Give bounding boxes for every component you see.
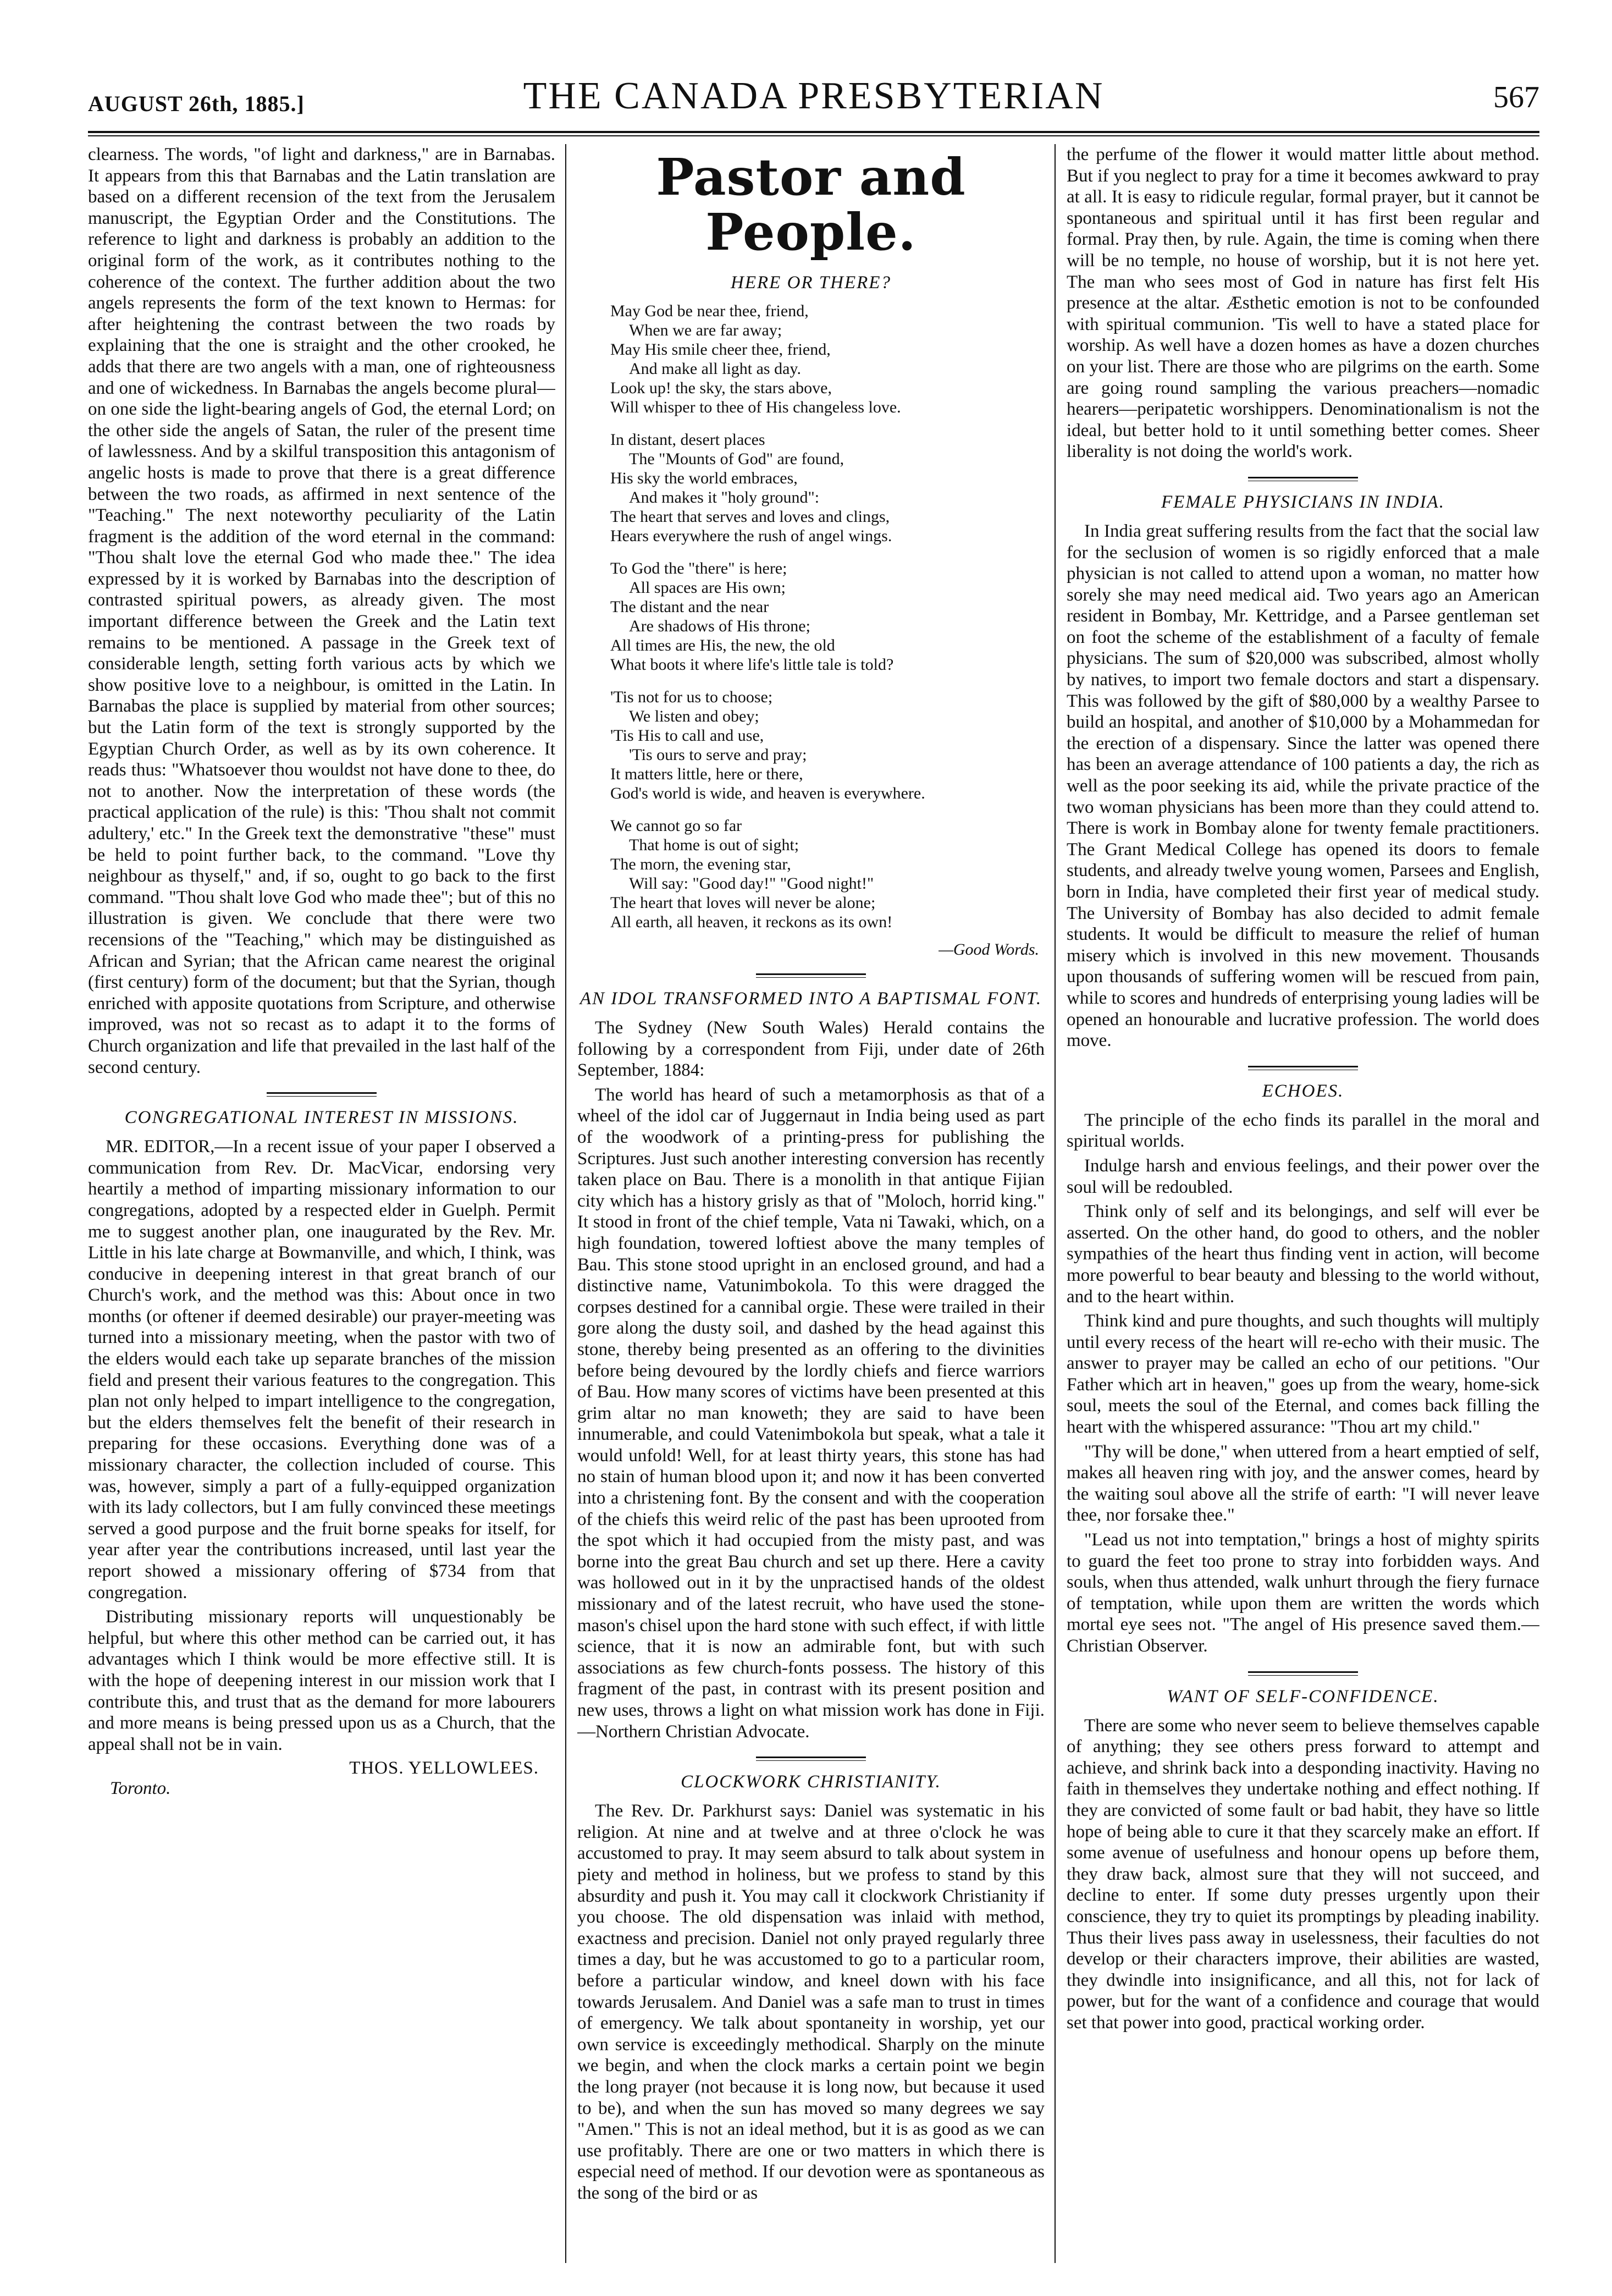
poem-line: May God be near thee, friend, — [610, 302, 809, 320]
poem-line: In distant, desert places — [610, 431, 765, 449]
poem-line: 'Tis ours to serve and pray; — [629, 746, 807, 764]
article-paragraph: The Rev. Dr. Parkhurst says: Daniel was systematic in his religion. At nine and at twelve and at three o'clock he was accustomed to pray. It may seem absurd to talk about system in piety and method in holiness, but we profess to stand by this absurdity and push it. You may call it clockwork Christianity if you choose. The old dispensation was inlaid with method, exactness and precision. Daniel not only prayed regularly three times a day, but he was accustomed to go to a particular room, before a particular window, and kneel down with his face towards Jerusalem. And Daniel was a safe man to trust in times of emergency. We talk about spontaneity in worship, yet our own service is exceedingly methodical. Sharply on the minute we begin, and when the clock marks a certain point we begin the long prayer (not because it is long now, but because it used to be), and when the sun has moved so many degrees we say "Amen." This is not an ideal method, but it is as good as we can use profitably. There are one or two matters in which there is especial need of method. If our devotion were as spontaneous as the song of the bird or as — [577, 1801, 1045, 2203]
poem-line: To God the "there" is here; — [610, 559, 787, 577]
section-separator — [756, 1757, 866, 1761]
poem-line: It matters little, here or there, — [610, 765, 803, 783]
section-heading-clockwork: CLOCKWORK CHRISTIANITY. — [681, 1772, 941, 1792]
column-1 — [88, 144, 555, 2266]
poem-stanza — [610, 816, 1045, 932]
issue-date: AUGUST 26th, 1885.] — [88, 91, 305, 116]
newspaper-title: THE CANADA PRESBYTERIAN — [523, 75, 1105, 117]
section-heading-echoes: ECHOES. — [1262, 1081, 1344, 1101]
poem-line: 'Tis His to call and use, — [610, 726, 764, 745]
letter-signature: THOS. YELLOWLEES. — [349, 1758, 539, 1779]
section-separator — [756, 973, 866, 978]
poem-line: And makes it "holy ground": — [629, 488, 820, 506]
poem-source: —Good Words. — [939, 940, 1039, 959]
poem-line: The "Mounts of God" are found, — [629, 450, 844, 468]
poem-line: We cannot go so far — [610, 817, 742, 835]
poem-line: Will whisper to thee of His changeless love. — [610, 398, 901, 416]
column-2 — [577, 144, 1045, 2266]
section-separator — [1248, 1066, 1358, 1070]
poem-line: All spaces are His own; — [629, 579, 786, 597]
section-heading-physicians: FEMALE PHYSICIANS IN INDIA. — [1161, 492, 1445, 512]
header-rule — [88, 131, 1539, 133]
poem-line: All earth, all heaven, it reckons as its own! — [610, 913, 893, 931]
poem-line: Look up! the sky, the stars above, — [610, 379, 832, 397]
poem-line: The heart that loves will never be alone; — [610, 894, 876, 912]
article-paragraph: In India great suffering results from the fact that the social law for the seclusion of women is so rigidly enforced that a male physician is not called to attend upon a woman, no matter how sorely she may need medical aid. Two years ago an American resident in Bombay, Mr. Kettridge, and a Parsee gentleman set on foot the scheme of the establishment of a faculty of female physicians. The sum of $20,000 was subscribed, almost wholly by natives, to import two female doctors and start a dispensary. This was followed by the gift of $80,000 by a wealthy Parsee to build an hospital, and another of $10,000 by a Mohammedan for the erection of a dispensary. Since the latter was opened there has been an average attendance of 100 patients a day, the rich as well as the poor seeking its aid, while the private practice of the two woman physicians has been more than they could attend to. There is work in Bombay alone for twenty female practitioners. The Grant Medical College has opened its doors to female students, and already twelve young women, Parsees and English, born in India, have completed their first year of medical study. The University of Bombay has also decided to admit female students. It would be difficult to measure the relief of human misery which is involved in this new movement. Thousands upon thousands of suffering women will be rescued from pain, while to scores and hundreds of enterprising young ladies will be opened an honourable and lucrative profession. The world does move. — [1067, 521, 1539, 1051]
article-paragraph: "Lead us not into temptation," brings a host of mighty spirits to guard the feet too prone to stray into forbidden ways. And souls, when thus attended, walk unhurt through the fiery furnace of temptation, while upon them are written the words which mortal eye sees not. "The angel of His presence saved them.—Christian Observer. — [1067, 1530, 1539, 1656]
page-header — [88, 74, 1539, 129]
poem-line: God's world is wide, and heaven is everywhere. — [610, 784, 925, 802]
letter-paragraph: Distributing missionary reports will unquestionably be helpful, but where this other method can be carried out, it has advantages which I think would be more effective still. It is with the hope of deepening interest in our mission work that I contribute this, and trust that as the demand for more labourers and more means is being pressed upon us as a Church, that the appeal shall not be in vain. — [88, 1607, 555, 1754]
poem-line: Hears everywhere the rush of angel wings. — [610, 527, 892, 545]
section-masthead: Pastor and People. — [656, 147, 966, 262]
poem-line: When we are far away; — [629, 321, 782, 339]
header-rule-thin — [88, 135, 1539, 136]
column-divider — [565, 144, 566, 2263]
section-separator — [1248, 1671, 1358, 1676]
section-heading-idol: AN IDOL TRANSFORMED INTO A BAPTISMAL FONT. — [579, 989, 1042, 1009]
article-paragraph: The Sydney (New South Wales) Herald contains the following by a correspondent from Fiji, under date of 26th September, 1884: — [577, 1018, 1045, 1081]
poem-line: Will say: "Good day!" "Good night!" — [629, 874, 874, 893]
section-separator — [267, 1092, 377, 1097]
poem — [577, 301, 1045, 932]
poem-line: We listen and obey; — [629, 707, 759, 725]
poem-line: 'Tis not for us to choose; — [610, 688, 773, 706]
column-divider — [1055, 144, 1056, 2263]
column-3 — [1067, 144, 1539, 2266]
section-separator — [1248, 477, 1358, 481]
article-paragraph: The principle of the echo finds its parallel in the moral and spiritual worlds. — [1067, 1110, 1539, 1152]
poem-line: The heart that serves and loves and clings, — [610, 508, 890, 526]
page-number: 567 — [1493, 80, 1539, 114]
article-continuation: the perfume of the flower it would matter little about method. But if you neglect to pray for a time it becomes awkward to pray at all. It is easy to ridicule regular, formal prayer, but it cannot be spontaneous and spiritual until it has first been regular and formal. Pray then, by rule. Again, the time is coming when there will be no temple, no house of worship, but it is not here yet. The man who sees most of God in nature has first felt His presence at the altar. Æsthetic emotion is not to be confounded with spiritual communion. 'Tis well to have a stated place for worship. As well have a dozen homes as have a dozen churches on your list. There are those who are pilgrims on the earth. Some are going round sampling the various preachers—nomadic hearers—peripatetic worshippers. Denominationalism is not the ideal, but better hold to it until something better comes. Sheer liberality is not doing the world's work. — [1067, 145, 1539, 462]
poem-line: The morn, the evening star, — [610, 855, 791, 873]
article-paragraph: "Thy will be done," when uttered from a heart emptied of self, makes all heaven ring with joy, and the answer comes, heard by the waiting soul above all the strife of earth: "I will never leave thee, nor forsake thee." — [1067, 1441, 1539, 1526]
poem-stanza — [610, 430, 1045, 546]
poem-line: The distant and the near — [610, 598, 769, 616]
poem-stanza — [610, 301, 1045, 417]
article-paragraph: There are some who never seem to believe themselves capable of anything; they see others press forward to attempt and achieve, and shrink back into a desponding inactivity. Having no faith in themselves they undertake nothing and effect nothing. If they are convicted of some fault or bad habit, they have so little hope of being able to cure it that they scarcely make an effort. If some avenue of usefulness and honour opens up before them, they draw back, almost sure that they will not succeed, and decline to enter. If some duty presses urgently upon their conscience, they try to quiet its promptings by pleading inability. Thus their lives pass away in uselessness, their faculties do not develop or their characters improve, their abilities are wasted, they dwindle into insignificance, and all this, not for lack of power, but for the want of a confidence and courage that would set that power into good, practical working order. — [1067, 1715, 1539, 2033]
section-heading-self-confidence: WANT OF SELF-CONFIDENCE. — [1167, 1686, 1439, 1706]
poem-line: Are shadows of His throne; — [629, 617, 810, 635]
section-heading-missions: CONGREGATIONAL INTEREST IN MISSIONS. — [124, 1108, 519, 1128]
poem-line: His sky the world embraces, — [610, 469, 798, 487]
poem-stanza — [610, 687, 1045, 803]
letter-paragraph: MR. EDITOR,—In a recent issue of your paper I observed a communication from Rev. Dr. MacVicar, endorsing very heartily a method of imparting missionary information to our congregations, adopted by a respected elder in Guelph. Permit me to suggest another plan, one inaugurated by the Rev. Mr. Little in his late charge at Bowmanville, and which, I think, was conducive in deepening interest in that great branch of our Church's work, and the method was this: About once in two months (or oftener if deemed desirable) our prayer-meeting was turned into a missionary meeting, when the pastor with two of the elders would each take up separate branches of the mission field and present their various features to the congregation. This plan not only helped to impart intelligence to the congregation, but the elders themselves felt the benefit of their research in preparing for these occasions. Everything done was of a missionary character, the collection included of course. This was, however, simply a part of a fully-equipped organization with its lady collectors, but I am fully convinced these meetings served a good purpose and the fruit borne speaks for itself, for year after year the contributions increased, until last year the report showed a missionary offering of $734 from that congregation. — [88, 1137, 555, 1603]
poem-line: May His smile cheer thee, friend, — [610, 340, 831, 359]
article-paragraph: Think kind and pure thoughts, and such thoughts will multiply until every recess of the heart will re-echo with their music. The answer to prayer may be called an echo of our petitions. "Our Father which art in heaven," goes up from the weary, home-sick soul, meets the soul of the Eternal, and comes back filling the heart with the whispered assurance: "Thou art my child." — [1067, 1311, 1539, 1438]
poem-title: HERE OR THERE? — [731, 273, 891, 293]
article-paragraph: Indulge harsh and envious feelings, and their power over the soul will be redoubled. — [1067, 1155, 1539, 1197]
poem-line: That home is out of sight; — [629, 836, 799, 854]
article-continuation: clearness. The words, "of light and darkness," are in Barnabas. It appears from this that Barnabas and the Latin translation are based on a different recension of the text from the Jerusalem manuscript, the Egyptian Order and the Constitutions. The reference to light and darkness is probably an addition to the original form of the work, as it contributes nothing to the coherence of the context. The further addition about the two angels represents the form of the text known to Hermas: for after heightening the contrast between the two roads by explaining that the one is straight and the other crooked, he adds that there are two angels with a man, one of righteousness and one of wickedness. In Barnabas the angels become plural—on one side the light-bearing angels of God, the eternal Lord; on the other side the angels of Satan, the ruler of the present time of lawlessness. And by a skilful transposition this antagonism of angelic hosts is made to prove that there is a great difference between the two roads, as affirmed in next sentence of the "Teaching." The next noteworthy peculiarity of the Latin fragment is the addition of the word eternal in the command: "Thou shalt love the eternal God who made thee." The idea expressed by it is worked by Barnabas into the description of contrasted spiritual powers, as already given. The most important difference between the Greek and the Latin text remains to be mentioned. A passage in the Greek text of considerable length, setting forth various acts by which we show positive love to a neighbour, is omitted in the Latin. In Barnabas the place is supplied by material from other sources; but the Latin form of the text is strongly supported by the Egyptian Church Order, as well as by its own coherence. It reads thus: "Whatsoever thou wouldst not have done to thee, do not to another. Now the interpretation of these words (the practical application of the rule) is this: 'Thou shalt not commit adultery,' etc." In the Greek text the demonstrative "these" must be held to point further back, to the command. "Love thy neighbour as thyself," and, if so, ought to go back to the first command. "Thou shalt love God who made thee"; but of this no illustration is given. We conclude that there were two recensions of the "Teaching," which may be distinguished as African and Syrian; that the African came nearest the original (first century) form of the document; but that the Syrian, though enriched with apposite quotations from Scripture, and otherwise improved, was not so recast as to adapt it to the forms of Church organization and life that prevailed in the last half of the second century. — [88, 145, 555, 1077]
poem-stanza — [610, 559, 1045, 674]
poem-line: All times are His, the new, the old — [610, 636, 835, 654]
letter-place: Toronto. — [110, 1779, 171, 1799]
article-paragraph: The world has heard of such a metamorphosis as that of a wheel of the idol car of Juggernaut in India being used as part of the woodwork of a printing-press for publishing the Scriptures. Just such another interesting conversion has recently taken place on Bau. There is a monolith in that antique Fijian city which has a history grisly as that of "Moloch, horrid king." It stood in front of the chief temple, Vata ni Tawaki, which, on a high foundation, towered loftiest above the many temples of Bau. This stone stood upright in an enclosed ground, and had a distinctive name, Vatunimbokola. To this were dragged the corpses destined for a cannibal orgie. These were trailed in their gore along the dusty soil, and dashed by the head against this stone, thereby being presented as an offering to the divinities before being devoured by the lordly chiefs and fierce warriors of Bau. How many scores of victims have been presented at this grim altar no man knoweth; they are said to have been innumerable, and could Vatenimbokola but speak, what a tale it would unfold! Well, for at least thirty years, this stone has had no stain of human blood upon it; and now it has been converted into a christening font. By the consent and with the cooperation of the chiefs this weird relic of the past has been uprooted from the spot which it had occupied from the misty past, and was borne into the great Bau church and set up there. Here a cavity was hollowed out in it by the unpractised hands of the oldest missionary and of the latest recruit, who have used the stone-mason's chisel upon the hard stone with such effect, if with little science, that it is now an admirable font, but with such associations as few church-fonts possess. The history of this fragment of the past, in contrast with its present position and new uses, throws a light on what mission work has done in Fiji.—Northern Christian Advocate. — [577, 1084, 1045, 1742]
poem-line: What boots it where life's little tale is told? — [610, 656, 894, 674]
article-paragraph: Think only of self and its belongings, and self will ever be asserted. On the other hand, do good to others, and the nobler sympathies of the heart thus finding vent in action, will become more powerful to bear beauty and blessing to the world without, and to the heart within. — [1067, 1202, 1539, 1307]
poem-line: And make all light as day. — [629, 360, 801, 378]
